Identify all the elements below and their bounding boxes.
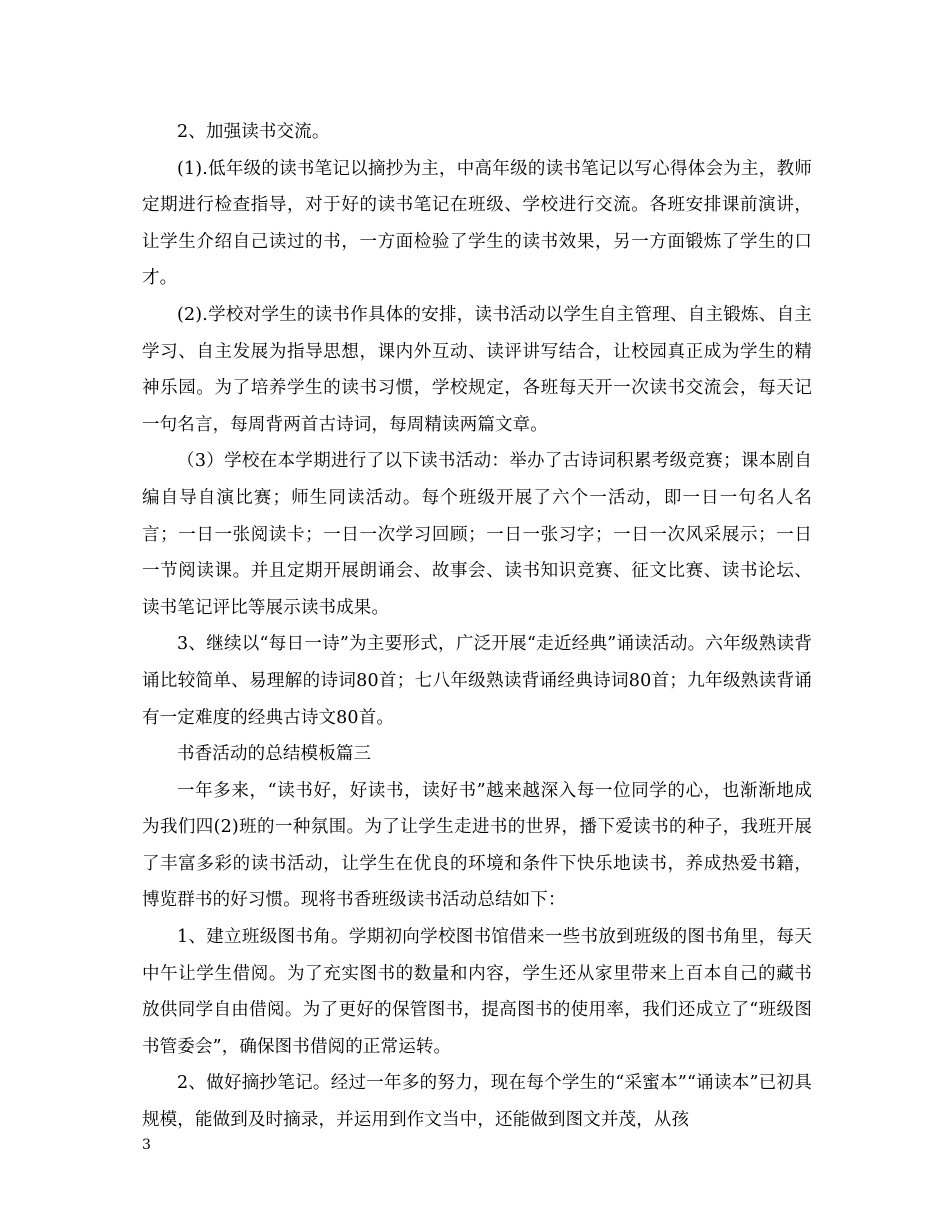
page-number: 3 (142, 1137, 151, 1153)
paragraph-daily-poem: 3、继续以“每日一诗”为主要形式，广泛开展“走近经典”诵读活动。六年级熟读背诵比较简单、易理解的诗词80首；七八年级熟读背诵经典诗词80首；九年级熟读背诵有一定难度的经典古诗文80首。 (142, 634, 812, 728)
paragraph-class-intro: 一年多来，“读书好，好读书，读好书”越来越深入每一位同学的心，也渐渐地成为我们四(2)班的一种氛围。为了让学生走进书的世界，播下爱读书的种子，我班开展了丰富多彩的读书活动，让学生在优良的环境和条件下快乐地读书，养成热爱书籍，博览群书的好习惯。现将书香班级读书活动总结如下： (142, 780, 812, 911)
paragraph-book-corner: 1、建立班级图书角。学期初向学校图书馆借来一些书放到班级的图书角里，每天中午让学生借阅。为了充实图书的数量和内容，学生还从家里带来上百本自己的藏书放供同学自由借阅。为了更好的保管图书，提高图书的使用率，我们还成立了“班级图书管委会”，确保图书借阅的正常运转。 (142, 927, 812, 1057)
paragraph-semester-activities: （3）学校在本学期进行了以下读书活动：举办了古诗词积累考级竞赛；课本剧自编自导自演比赛；师生同读活动。每个班级开展了六个一活动，即一日一句名人名言；一日一张阅读卡；一日一次学习回顾；一日一张习字；一日一次风采展示；一日一节阅读课。并且定期开展朗诵会、故事会、读书知识竞赛、征文比赛、读书论坛、读书笔记评比等展示读书成果。 (142, 451, 812, 618)
paragraph-reading-notes: (1).低年级的读书笔记以摘抄为主，中高年级的读书笔记以写心得体会为主，教师定期进行检查指导，对于好的读书笔记在班级、学校进行交流。各班安排课前演讲，让学生介绍自己读过的书，一方面检验了学生的读书效果，另一方面锻炼了学生的口才。 (142, 158, 812, 289)
paragraph-excerpt-notes: 2、做好摘抄笔记。经过一年多的努力，现在每个学生的“采蜜本”“诵读本”已初具规模，能做到及时摘录，并运用到作文当中，还能做到图文并茂，从孩 (142, 1073, 812, 1131)
section-heading: 书香活动的总结模板篇三 (177, 744, 372, 765)
document-body (142, 114, 812, 1139)
paragraph-strengthen-exchange: 2、加强读书交流。 (177, 122, 330, 142)
paragraph-school-arrangement: (2).学校对学生的读书作具体的安排，读书活动以学生自主管理、自主锻炼、自主学习、自主发展为指导思想，课内外互动、读评讲写结合，让校园真正成为学生的精神乐园。为了培养学生的读书习惯，学校规定，各班每天开一次读书交流会，每天记一句名言，每周背两首古诗词，每周精读两篇文章。 (142, 304, 812, 435)
